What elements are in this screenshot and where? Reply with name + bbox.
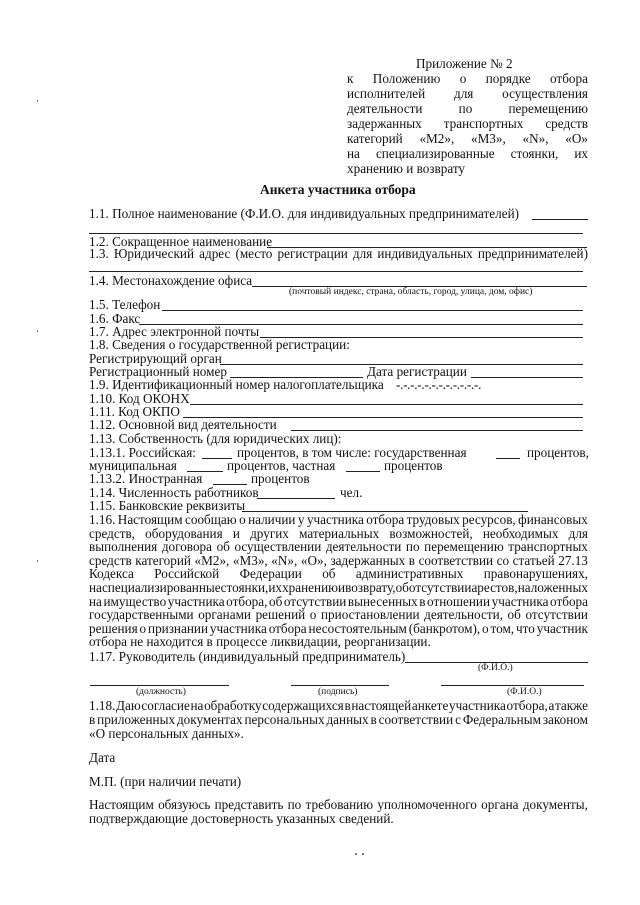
ownership-municipal-label: муниципальная xyxy=(89,458,177,473)
appendix-word: задержанных xyxy=(347,116,422,131)
ownership-state-percent: процентов, xyxy=(527,445,589,460)
consent-word: в xyxy=(89,712,96,727)
appendix-word: перемещению xyxy=(508,101,588,116)
pledge-word: органа xyxy=(481,797,519,812)
scan-speck xyxy=(37,330,38,332)
consent-word: законом xyxy=(542,712,588,727)
consent-word: также xyxy=(554,698,588,713)
declaration-word: правонарушениях, xyxy=(483,566,588,582)
ownership-foreign-percent: процентов xyxy=(251,471,310,486)
consent-word: содержащихся xyxy=(262,698,344,713)
legal-address-word: Юридический xyxy=(113,246,195,261)
declaration-word: по xyxy=(405,539,420,555)
declaration-word: несостоятельным xyxy=(308,620,407,636)
inn-mask[interactable]: -.-.-.-.-.-.-.-.-.-.-.-. xyxy=(396,377,482,392)
declaration-word: ресурсов, xyxy=(462,512,516,527)
ownership-private-line[interactable] xyxy=(346,471,380,472)
declaration-word: о xyxy=(239,512,246,527)
appendix-word: отбора xyxy=(550,71,588,86)
field-reg-num-label: Регистрационный номер xyxy=(89,364,227,379)
declaration-word: средств xyxy=(89,552,132,568)
field-employees-label: 1.14. Численность работников xyxy=(89,485,259,500)
declaration-word: отсутствии xyxy=(283,593,347,609)
declaration-word: специализированные xyxy=(101,580,221,595)
declaration-word: сообщаю xyxy=(185,512,237,527)
declaration-word: и xyxy=(232,525,240,541)
office-hint: (почтовый индекс, страна, область, город, улица, дом, офис) xyxy=(289,287,533,297)
declaration-word: транспортных xyxy=(508,539,588,555)
consent-word: с xyxy=(455,712,461,727)
declaration-word: отбора xyxy=(366,512,405,527)
declaration-word: договора xyxy=(161,539,212,555)
scan-speck xyxy=(37,100,38,102)
declaration-word: у xyxy=(297,512,305,527)
appendix-word: «М2», xyxy=(419,131,455,146)
consent-line xyxy=(89,726,244,741)
consent-line xyxy=(89,698,588,713)
declaration-word: Российской xyxy=(154,566,220,582)
declaration-word: деятельности xyxy=(325,539,402,555)
appendix-word: осуществления xyxy=(502,86,588,101)
consent-word: 1.18. xyxy=(89,698,116,713)
legal-address-word: 1.3. xyxy=(89,246,109,261)
pledge-word: представить xyxy=(214,797,284,812)
declaration-word: хранению xyxy=(282,580,338,595)
declaration-word: государственными xyxy=(89,607,194,623)
declaration-word: необходимых xyxy=(482,525,559,541)
legal-address-word: (место xyxy=(235,246,273,261)
appendix-word: к xyxy=(347,71,354,86)
declaration-word: решений xyxy=(255,607,306,623)
field-bank-label: 1.15. Банковские реквизиты xyxy=(89,498,246,513)
declaration-word: об xyxy=(322,566,336,582)
field-phone-label: 1.5. Телефон xyxy=(89,297,161,312)
declaration-word: о xyxy=(309,607,317,623)
legal-address-word: индивидуальных xyxy=(377,246,473,261)
legal-address-word: предпринимателей) xyxy=(477,246,588,261)
form-title: Анкета участника отбора xyxy=(260,182,416,197)
declaration-word: отбора xyxy=(268,620,307,636)
consent-word: приложенных xyxy=(97,712,176,727)
ownership-russian-label: 1.13.1. Российская: xyxy=(89,445,196,460)
appendix-word: Положению xyxy=(372,71,441,86)
declaration-word: других xyxy=(250,525,289,541)
stamp-label: М.П. (при наличии печати) xyxy=(89,774,242,789)
declaration-word: осуществлении xyxy=(234,539,322,555)
declaration-word: «М2», xyxy=(194,552,230,568)
legal-address-word: регистрации xyxy=(277,246,348,261)
declaration-word: об xyxy=(395,580,409,595)
consent-word: на xyxy=(190,698,204,713)
declaration-word: о xyxy=(482,620,489,636)
field-reg-org-label: Регистрирующий орган xyxy=(89,351,222,366)
appendix-word: хранению и возврату xyxy=(347,161,466,176)
declaration-word: и xyxy=(338,580,346,595)
declaration-word: трудовых xyxy=(406,512,460,527)
declaration-word: средств, xyxy=(89,525,135,541)
appendix-word: о xyxy=(459,71,467,86)
fio-hint: (Ф.И.О.) xyxy=(507,687,542,697)
consent-word: обработку xyxy=(204,698,262,713)
appendix-word: «М3», xyxy=(470,131,506,146)
declaration-word: участника xyxy=(209,620,267,636)
appendix-line xyxy=(347,101,588,116)
consent-word: настоящей xyxy=(351,698,412,713)
pledge-word: уполномоченного xyxy=(377,797,477,812)
declaration-word: участника xyxy=(167,593,225,609)
declaration-word: о xyxy=(139,620,147,636)
legal-address-word: адрес xyxy=(199,246,231,261)
declaration-word: об xyxy=(268,593,283,609)
okonh-line[interactable] xyxy=(190,404,583,405)
appendix-word: деятельности xyxy=(347,101,423,116)
appendix-line xyxy=(347,116,588,131)
consent-word: отбора, xyxy=(506,698,548,713)
signature-line[interactable] xyxy=(291,685,389,686)
consent-line xyxy=(89,712,588,727)
declaration-word: 1.16. xyxy=(89,512,116,527)
pledge-word: Настоящим xyxy=(89,797,154,812)
phone-line[interactable] xyxy=(162,310,583,311)
ownership-state-label: процентов, в том числе: государственная xyxy=(237,445,467,460)
ownership-state-line[interactable] xyxy=(496,458,520,459)
declaration-word: приостановлении xyxy=(320,607,420,623)
declaration-word: «О», xyxy=(300,552,327,568)
declaration-word: отбора не находится в процессе ликвидации, реорганизации. xyxy=(89,634,431,650)
pledge-word: документы, xyxy=(522,797,588,812)
declaration-word: отбора xyxy=(550,593,588,609)
employees-unit: чел. xyxy=(340,485,363,500)
appendix-word: на xyxy=(347,146,360,161)
consent-word: анкете xyxy=(411,698,449,713)
declaration-word: выполнения xyxy=(89,539,158,555)
declaration-word: отсутствии xyxy=(525,607,588,623)
consent-word: согласие xyxy=(141,698,190,713)
consent-word: в xyxy=(370,712,377,727)
declaration-word: органами xyxy=(198,607,251,623)
employees-line[interactable] xyxy=(257,498,335,499)
field-reg-date-label: Дата регистрации xyxy=(367,364,467,379)
field-inn-label: 1.9. Идентификационный номер налогоплательщика xyxy=(89,377,384,392)
consent-word: документах xyxy=(176,712,243,727)
declaration-word: соответствии xyxy=(418,552,494,568)
consent-word: Даю xyxy=(116,698,141,713)
appendix-line xyxy=(347,86,588,101)
field-full-name-label: 1.1. Полное наименование (Ф.И.О. для индивидуальных предпринимателей) xyxy=(89,206,520,221)
position-hint: (должность) xyxy=(136,687,186,697)
fio-line[interactable] xyxy=(441,685,584,686)
declaration-word: участника xyxy=(306,512,364,527)
appendix-line xyxy=(347,71,588,86)
declaration-word: наложенных xyxy=(517,580,588,595)
declaration-word: Федерации xyxy=(239,566,302,582)
field-fax-label: 1.6. Факс xyxy=(89,311,141,326)
appendix-line xyxy=(347,131,588,146)
declaration-word: материальных xyxy=(299,525,380,541)
appendix-word: специализированные xyxy=(375,146,495,161)
declaration-word: деятельности, xyxy=(424,607,503,623)
declaration-word: вынесенных xyxy=(347,593,418,609)
date-label: Дата xyxy=(89,750,116,765)
declaration-word: возврату, xyxy=(345,580,396,595)
declaration-word: административных xyxy=(355,566,464,582)
pledge-line xyxy=(89,811,394,826)
declaration-word: статьей xyxy=(512,552,555,568)
declaration-word: на xyxy=(89,593,102,609)
consent-word: «О персональных данных». xyxy=(89,726,244,741)
consent-word: соответствии xyxy=(378,712,454,727)
declaration-word: в xyxy=(419,593,426,609)
declaration-word: категорий xyxy=(135,552,191,568)
declaration-word: их xyxy=(268,580,283,595)
declaration-word: «М3», xyxy=(232,552,268,568)
declaration-word: Кодекса xyxy=(89,566,134,582)
field-short-name-label: 1.2. Сокращенное наименование xyxy=(89,234,273,249)
full-name-line[interactable] xyxy=(532,219,588,220)
declaration-word: стоянки, xyxy=(220,580,269,595)
declaration-word: финансовых xyxy=(518,512,588,527)
field-head-label: 1.17. Руководитель (индивидуальный предприниматель) xyxy=(89,649,406,664)
appendix-word: стоянки, xyxy=(510,146,559,161)
appendix-line xyxy=(347,146,588,161)
declaration-word: отбора, xyxy=(226,593,268,609)
field-activity-label: 1.12. Основной вид деятельности xyxy=(89,417,277,432)
reg-date-line[interactable] xyxy=(471,377,583,378)
declaration-word: со xyxy=(496,552,510,568)
appendix-word: средств xyxy=(545,116,588,131)
declaration-word: об xyxy=(216,539,230,555)
declaration-word: об xyxy=(507,607,521,623)
pledge-word: обязуюсь xyxy=(158,797,211,812)
declaration-word: имущество xyxy=(103,593,167,609)
pledge-word: требованию xyxy=(305,797,374,812)
legal-address-word: для xyxy=(352,246,373,261)
field-email-label: 1.7. Адрес электронной почты xyxy=(89,324,260,339)
position-line[interactable] xyxy=(90,685,229,686)
declaration-word: на xyxy=(89,580,102,595)
declaration-word: (банкротом), xyxy=(408,620,481,636)
legal-address-line[interactable] xyxy=(89,271,583,272)
consent-word: персональных xyxy=(244,712,325,727)
appendix-word: «N», xyxy=(522,131,549,146)
declaration-word: наличии xyxy=(248,512,296,527)
declaration-word: отношении xyxy=(427,593,491,609)
declaration-word: Настоящим xyxy=(117,512,183,527)
declaration-word: перемещению xyxy=(424,539,504,555)
head-fio-hint: (Ф.И.О.) xyxy=(478,663,513,673)
appendix-word: исполнителей xyxy=(347,86,426,101)
consent-word: данных xyxy=(326,712,369,727)
consent-word: в xyxy=(344,698,351,713)
consent-word: Федеральным xyxy=(462,712,541,727)
declaration-word: решения xyxy=(89,620,138,636)
field-legal-address-label xyxy=(89,246,588,261)
declaration-word: оборудования xyxy=(145,525,223,541)
declaration-word: возможностей, xyxy=(389,525,473,541)
appendix-title: Приложение № 2 xyxy=(416,56,513,71)
scan-speck xyxy=(37,560,38,562)
declaration-word: отсутствии xyxy=(408,580,472,595)
consent-word: участника xyxy=(448,698,506,713)
field-registration-label: 1.8. Сведения о государственной регистрации: xyxy=(89,337,350,352)
ownership-private-label: процентов, частная xyxy=(227,458,336,473)
declaration-word: в xyxy=(408,552,415,568)
signature-hint: (подпись) xyxy=(318,687,358,697)
declaration-word: «N», xyxy=(271,552,298,568)
scan-speck xyxy=(355,853,357,855)
field-okonh-label: 1.10. Код ОКОНХ xyxy=(89,391,190,406)
declaration-word: участник xyxy=(536,620,588,636)
declaration-word: арестов, xyxy=(471,580,518,595)
scan-speck xyxy=(362,853,364,855)
consent-word: а xyxy=(548,698,555,713)
appendix-word: «О» xyxy=(565,131,588,146)
appendix-word: их xyxy=(574,146,588,161)
declaration-line xyxy=(89,634,431,649)
declaration-word: задержанных xyxy=(330,552,406,568)
field-office-label: 1.4. Местонахождение офиса xyxy=(89,273,253,288)
pledge-word: по xyxy=(287,797,302,812)
field-okpo-label: 1.11. Код ОКПО xyxy=(89,404,180,419)
appendix-line xyxy=(347,161,465,176)
declaration-word: участника xyxy=(491,593,549,609)
ownership-private-percent: процентов xyxy=(384,458,443,473)
appendix-word: порядке xyxy=(485,71,531,86)
appendix-word: транспортных xyxy=(443,116,524,131)
declaration-word: что xyxy=(516,620,535,636)
appendix-word: для xyxy=(454,86,474,101)
declaration-word: том, xyxy=(490,620,515,636)
pledge-word: подтверждающие достоверность указанных сведений. xyxy=(89,811,394,826)
appendix-word: по xyxy=(458,101,473,116)
field-ownership-label: 1.13. Собственность (для юридических лиц): xyxy=(89,431,342,446)
declaration-word: для xyxy=(568,525,588,541)
ownership-foreign-label: 1.13.2. Иностранная xyxy=(89,471,203,486)
pledge-line xyxy=(89,797,588,812)
declaration-word: признании xyxy=(148,620,209,636)
declaration-word: 27.13 xyxy=(558,552,588,568)
appendix-word: категорий xyxy=(347,131,403,146)
